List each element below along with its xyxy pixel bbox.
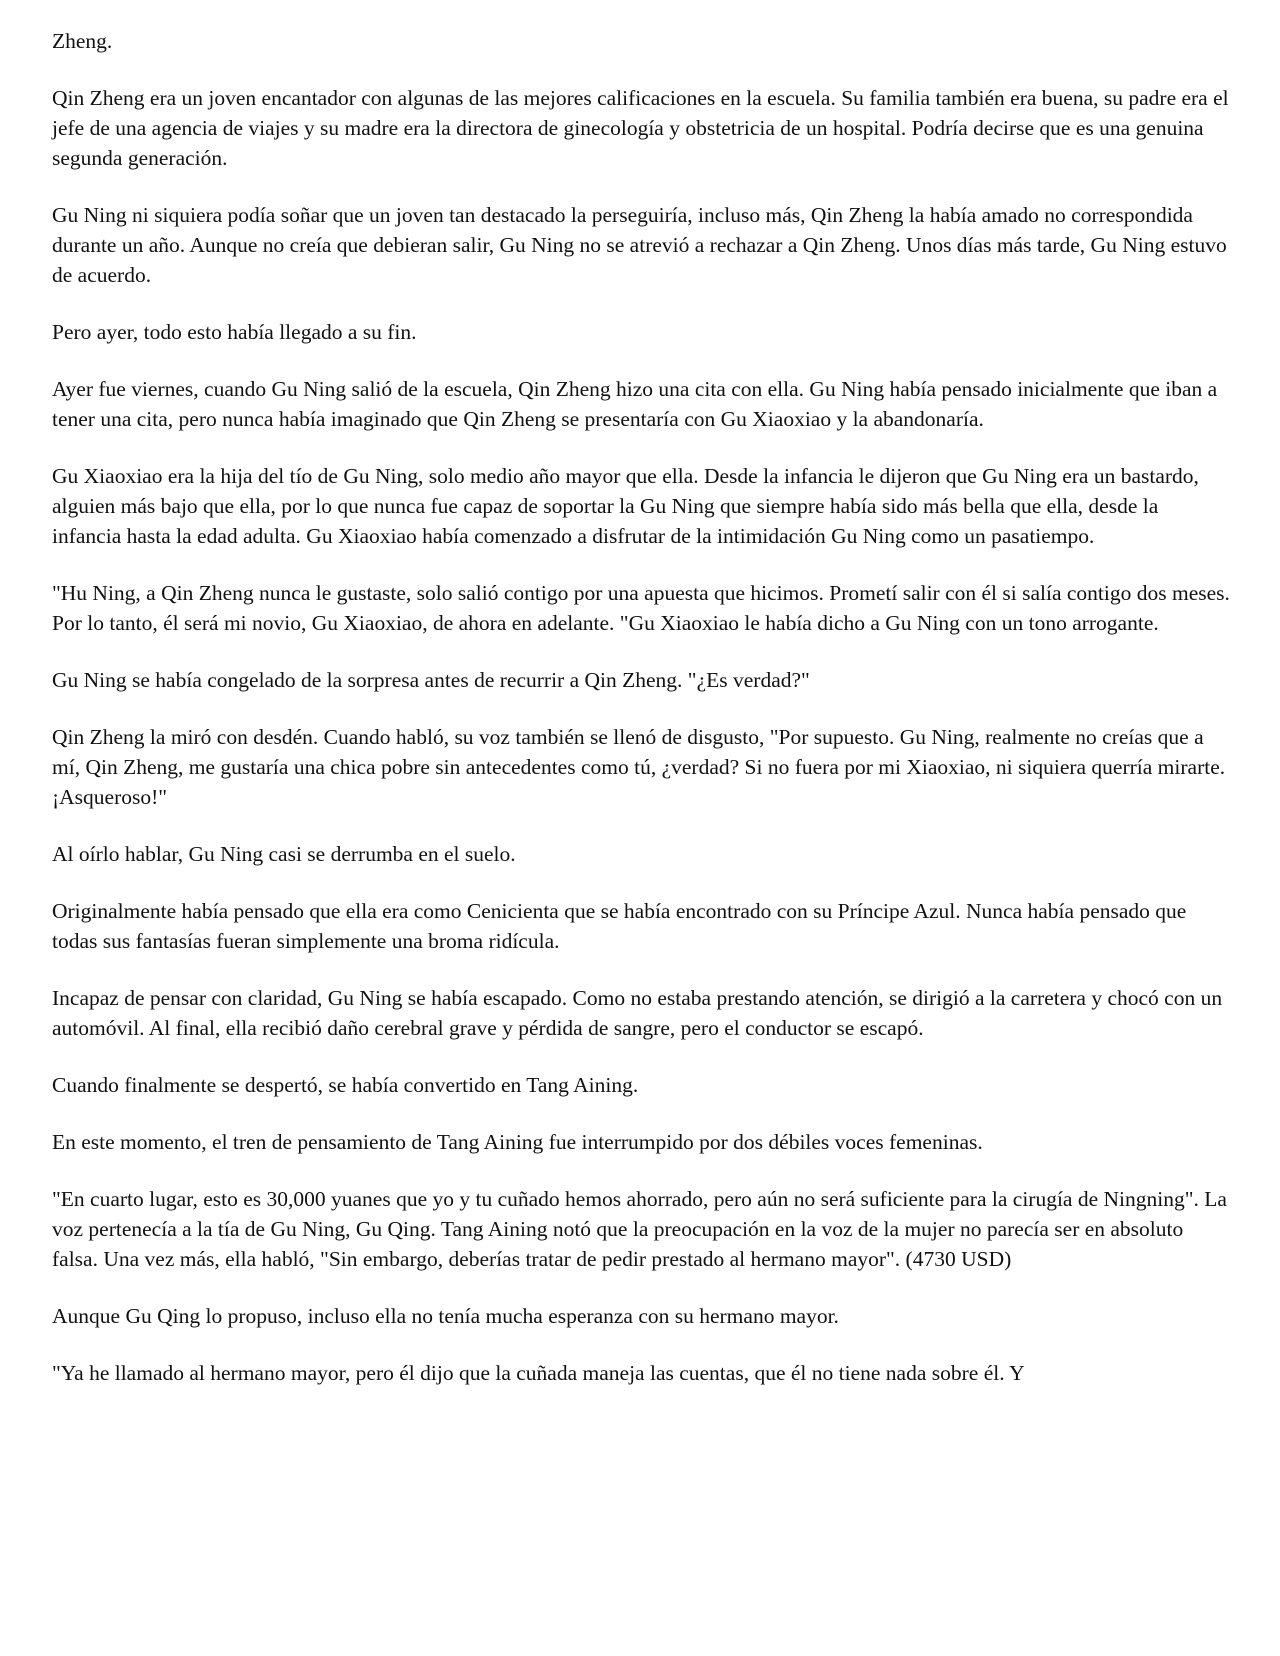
paragraph-4: Pero ayer, todo esto había llegado a su fin.	[52, 320, 417, 344]
paragraph-13: Cuando finalmente se despertó, se había convertido en Tang Aining.	[52, 1073, 639, 1097]
paragraph-5: Ayer fue viernes, cuando Gu Ning salió de la escuela, Qin Zheng hizo una cita con ella. Gu Ning había pensado inicialmente que iban a tener una cita, pero nunca había imaginado que Qin Zheng se presentaría con Gu Xiaoxiao y la abandonaría.	[52, 377, 1218, 431]
paragraph-11: Originalmente había pensado que ella era como Cenicienta que se había encontrado con su Príncipe Azul. Nunca había pensado que todas sus fantasías fueran simplemente una broma ridícula.	[52, 899, 1187, 953]
paragraph-9: Qin Zheng la miró con desdén. Cuando habló, su voz también se llenó de disgusto, "Por supuesto. Gu Ning, realmente no creías que a mí, Qin Zheng, me gustaría una chica pobre sin antecedentes como tú, ¿verdad? Si no fuera por mi Xiaoxiao, ni siquiera querría mirarte. ¡Asqueroso!"	[52, 725, 1226, 809]
paragraph-3: Gu Ning ni siquiera podía soñar que un joven tan destacado la perseguiría, incluso más, Qin Zheng la había amado no correspondida durante un año. Aunque no creía que debieran salir, Gu Ning no se atrevió a rechazar a Qin Zheng. Unos días más tarde, Gu Ning estuvo de acuerdo.	[52, 203, 1227, 287]
paragraph-15: "En cuarto lugar, esto es 30,000 yuanes que yo y tu cuñado hemos ahorrado, pero aún no será suficiente para la cirugía de Ningning". La voz pertenecía a la tía de Gu Ning, Gu Qing. Tang Aining notó que la preocupación en la voz de la mujer no parecía ser en absoluto falsa. Una vez más, ella habló, "Sin embargo, deberías tratar de pedir prestado al hermano mayor". (4730 USD)	[52, 1187, 1227, 1271]
paragraph-2: Qin Zheng era un joven encantador con algunas de las mejores calificaciones en la escuela. Su familia también era buena, su padre era el jefe de una agencia de viajes y su madre era la directora de ginecología y obstetricia de un hospital. Podría decirse que es una genuina segunda generación.	[52, 86, 1229, 170]
paragraph-14: En este momento, el tren de pensamiento de Tang Aining fue interrumpido por dos débiles voces femeninas.	[52, 1130, 983, 1154]
paragraph-6: Gu Xiaoxiao era la hija del tío de Gu Ning, solo medio año mayor que ella. Desde la infancia le dijeron que Gu Ning era un bastardo, alguien más bajo que ella, por lo que nunca fue capaz de soportar la Gu Ning que siempre había sido más bella que ella, desde la infancia hasta la edad adulta. Gu Xiaoxiao había comenzado a disfrutar de la intimidación Gu Ning como un pasatiempo.	[52, 464, 1199, 548]
paragraph-8: Gu Ning se había congelado de la sorpresa antes de recurrir a Qin Zheng. "¿Es verdad?"	[52, 668, 810, 692]
paragraph-17: "Ya he llamado al hermano mayor, pero él dijo que la cuñada maneja las cuentas, que él no tiene nada sobre él. Y	[52, 1361, 1025, 1385]
document-page	[52, 26, 1232, 1415]
paragraph-16: Aunque Gu Qing lo propuso, incluso ella no tenía mucha esperanza con su hermano mayor.	[52, 1304, 839, 1328]
paragraph-1: Zheng.	[52, 29, 113, 53]
paragraph-7: "Hu Ning, a Qin Zheng nunca le gustaste, solo salió contigo por una apuesta que hicimos. Prometí salir con él si salía contigo dos meses. Por lo tanto, él será mi novio, Gu Xiaoxiao, de ahora en adelante. "Gu Xiaoxiao le había dicho a Gu Ning con un tono arrogante.	[52, 581, 1230, 635]
paragraph-12: Incapaz de pensar con claridad, Gu Ning se había escapado. Como no estaba prestando atención, se dirigió a la carretera y chocó con un automóvil. Al final, ella recibió daño cerebral grave y pérdida de sangre, pero el conductor se escapó.	[52, 986, 1223, 1040]
paragraph-10: Al oírlo hablar, Gu Ning casi se derrumba en el suelo.	[52, 842, 516, 866]
